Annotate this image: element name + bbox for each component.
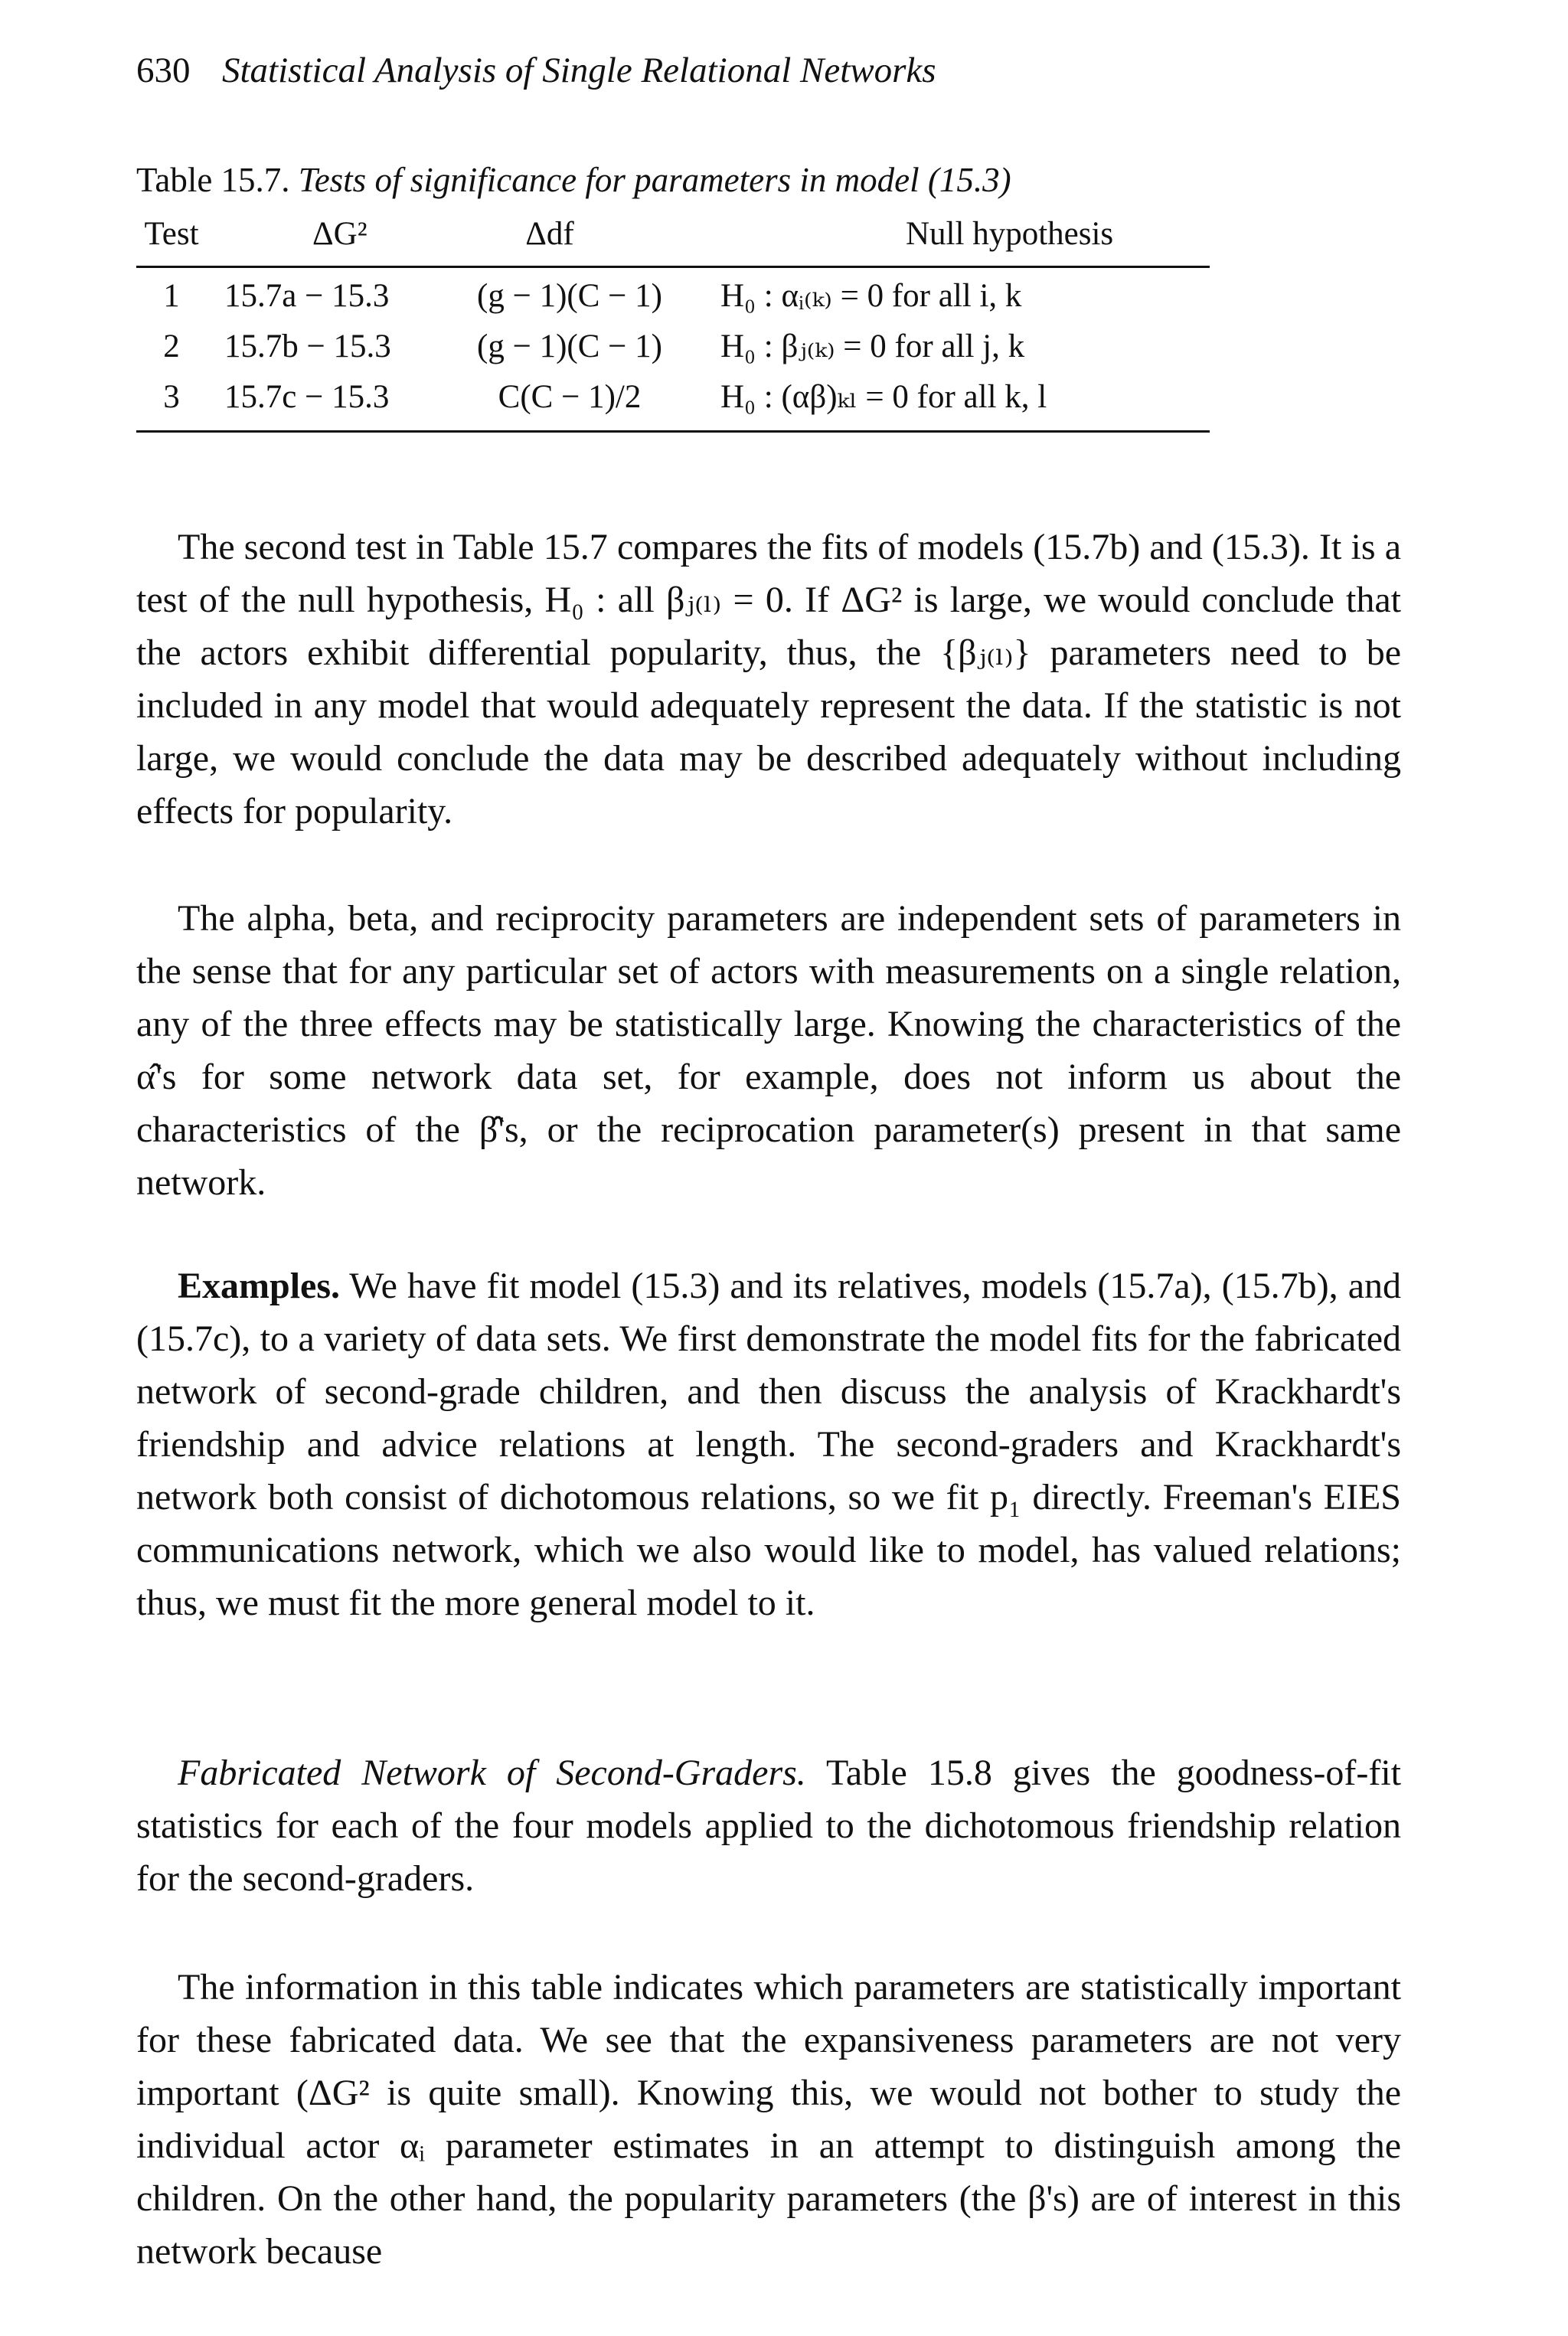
- paragraph-text: The information in this table indicates which parameters are statistically important for these fabricated data. We see that the expansiveness parameters are not very important (ΔG² is quite small). Knowing this, we would not bother to study the individual actor αᵢ parameter estimates in an attempt to distinguish among the children. On the other hand, the popularity parameters (the β's) are of interest in this network because: [136, 1967, 1401, 2272]
- table-body: [136, 268, 1210, 430]
- paragraph-examples: [136, 1259, 1401, 1629]
- null-hypothesis-cell: H₀ : (αβ)ₖₗ = 0 for all k, l: [720, 379, 1047, 415]
- delta-g2-cell: 15.7b − 15.3: [224, 328, 391, 364]
- column-header-null-hypothesis: Null hypothesis: [906, 216, 1114, 252]
- body-paragraph-second-test: [136, 521, 1401, 838]
- column-header-test: Test: [144, 216, 199, 252]
- delta-df-cell: C(C − 1)/2: [498, 379, 642, 415]
- page-number: 630: [136, 51, 191, 90]
- paragraph-text: We have fit model (15.3) and its relatives, models (15.7a), (15.7b), and (15.7c), to a variety of data sets. We first demonstrate the model fits for the fabricated network of second-grade children, and then discuss the analysis of Krackhardt's friendship and advice relations at length. The second-graders and Krackhardt's network both consist of dichotomous relations, so we fit p₁ directly. Freeman's EIES communications network, which we also would like to model, has valued relations; thus, we must fit the more general model to it.: [136, 1266, 1401, 1623]
- null-hypothesis-cell: H₀ : βⱼ₍ₖ₎ = 0 for all j, k: [720, 328, 1025, 364]
- body-paragraph-independence: [136, 892, 1401, 1209]
- test-number: 3: [163, 379, 180, 415]
- table-header-row: [136, 211, 1210, 258]
- null-hypothesis-cell: H₀ : αᵢ₍ₖ₎ = 0 for all i, k: [720, 278, 1022, 314]
- column-header-delta-g2: ΔG²: [312, 216, 368, 252]
- delta-g2-cell: 15.7a − 15.3: [224, 278, 390, 314]
- body-paragraph-examples: [136, 1259, 1401, 1629]
- column-header-delta-df: Δdf: [525, 216, 574, 252]
- paragraph-text: The second test in Table 15.7 compares the fits of models (15.7b) and (15.3). It is a test of the null hypothesis, H₀ : all βⱼ₍ₗ₎ = 0. If ΔG² is large, we would conclude that the actors exhibit differential popularity, thus, the {βⱼ₍ₗ₎} parameters need to be included in any model that would adequately represent the data. If the statistic is not large, we would conclude the data may be described adequately without including effects for popularity.: [136, 527, 1401, 831]
- paragraph-second-graders: [136, 1746, 1401, 1905]
- running-title: Statistical Analysis of Single Relational Networks: [222, 51, 936, 90]
- table-row: [136, 322, 1210, 372]
- paragraph-text: Table 15.8 gives the goodness-of-fit statistics for each of the four models applied to the dichotomous friendship relation for the second-graders.: [136, 1753, 1401, 1899]
- table-label: Table 15.7.: [136, 161, 290, 199]
- test-number: 2: [163, 328, 180, 364]
- test-number: 1: [163, 278, 180, 314]
- body-paragraph-second-graders: [136, 1746, 1401, 1905]
- table-row: [136, 372, 1210, 423]
- table-row: [136, 271, 1210, 322]
- delta-g2-cell: 15.7c − 15.3: [224, 379, 390, 415]
- run-in-heading-second-graders: Fabricated Network of Second-Graders.: [178, 1753, 806, 1793]
- paragraph-text: The alpha, beta, and reciprocity parameters are independent sets of parameters in the sense that for any particular set of actors with measurements on a single relation, any of the three effects may be statistically large. Knowing the characteristics of the α̂'s for some network data set, for example, does not inform us about the characteristics of the β̂'s, or the reciprocation parameter(s) present in that same network.: [136, 898, 1401, 1203]
- running-head: [136, 47, 936, 93]
- significance-table: [136, 211, 1210, 433]
- run-in-heading-examples: Examples.: [178, 1266, 341, 1306]
- table-caption-text: Tests of significance for parameters in model (15.3): [298, 161, 1011, 199]
- body-paragraph-information: [136, 1961, 1401, 2278]
- delta-df-cell: (g − 1)(C − 1): [477, 328, 662, 364]
- table-caption: [136, 157, 1011, 203]
- delta-df-cell: (g − 1)(C − 1): [477, 278, 662, 314]
- table-bottom-rule: [136, 430, 1210, 433]
